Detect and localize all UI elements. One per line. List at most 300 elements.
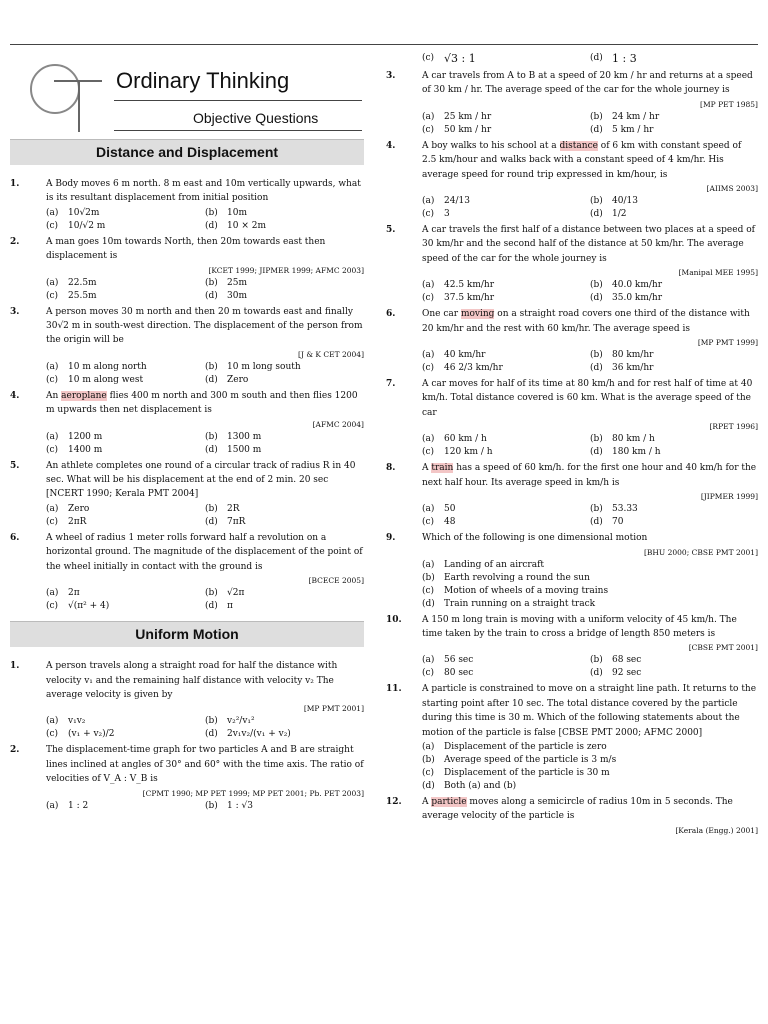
option-label: (a) — [422, 741, 435, 752]
option-b — [422, 754, 758, 767]
option-a — [422, 559, 758, 572]
question-number: 5. — [386, 225, 396, 236]
highlighted-word: moving — [460, 309, 495, 320]
option-label: (b) — [205, 277, 218, 288]
option-text: Displacement of the particle is 30 m — [444, 767, 610, 778]
option-text: 80 km/hr — [612, 350, 654, 361]
option-label: (d) — [205, 601, 218, 612]
question-number: 12. — [386, 796, 402, 807]
option-a — [422, 433, 590, 446]
option-text: 25m — [227, 277, 247, 288]
option-text: 56 sec — [444, 655, 474, 666]
options — [10, 715, 364, 741]
option-a — [422, 195, 590, 208]
option-label: (c) — [46, 220, 59, 231]
question-text: A particle is constrained to move on a straight line path. It returns to the starting point after 10 sec. The total distance covered by the particle during this time is 30 m. Which of the following statements about the motion of the particle is false [CBSE PMT 2000; AFMC 2000] — [422, 684, 757, 738]
highlighted-word: distance — [559, 140, 598, 151]
options — [10, 503, 364, 529]
option-text: 1500 m — [227, 444, 262, 455]
option-text: 60 km / h — [444, 434, 487, 445]
option-c: (c) √3 : 1 — [422, 52, 476, 65]
option-c — [422, 667, 590, 680]
options — [386, 111, 758, 137]
question-number: 4. — [10, 390, 20, 401]
options — [10, 587, 364, 613]
option-a — [46, 277, 205, 290]
option-text: √3 : 1 — [444, 52, 476, 65]
option-label: (d) — [205, 444, 218, 455]
option-label: (b) — [590, 434, 603, 445]
option-c — [46, 220, 205, 233]
question-text: moves along a semicircle of radius 10m in 5 seconds. The average velocity of the particle is — [422, 796, 733, 822]
option-text: Earth revolving a round the sun — [444, 572, 590, 583]
option-label: (a) — [46, 588, 59, 599]
question-text: on a straight road covers one third of the distance with 20 km/hr and the rest with 60 km/hr. The average speed is — [422, 309, 750, 334]
option-a — [46, 715, 205, 728]
option-text: 80 sec — [444, 668, 474, 679]
question-number: 6. — [386, 309, 396, 320]
option-c — [422, 124, 590, 137]
option-label: (a) — [422, 655, 435, 666]
left-column — [10, 40, 364, 815]
option-c — [46, 516, 205, 529]
option-label: (c) — [46, 290, 59, 301]
question-text: Which of the following is one dimensional motion — [422, 533, 648, 544]
option-c — [422, 362, 590, 375]
options — [10, 800, 364, 813]
option-a — [422, 279, 590, 292]
question-6 — [386, 307, 758, 336]
option-label: (a) — [422, 111, 435, 122]
question-source: [BCECE 2005] — [308, 576, 364, 586]
option-b — [590, 279, 758, 292]
question-number: 1. — [10, 179, 20, 189]
option-label: (b) — [205, 716, 218, 727]
option-a — [46, 587, 205, 600]
question-text: A boy walks to his school at a — [422, 140, 560, 151]
option-d — [590, 667, 758, 680]
option-label: (c) — [422, 293, 435, 304]
question-number: 3. — [386, 71, 396, 81]
option-label: (c) — [422, 767, 435, 778]
option-b — [205, 715, 364, 728]
option-d — [590, 292, 758, 305]
question-text: flies 400 m north and 300 m south and then flies 1200 m upwards then net displacement is — [46, 390, 358, 416]
question-source: [MP PMT 2001] — [303, 704, 364, 714]
option-label: (a) — [422, 559, 435, 570]
option-text: 7πR — [227, 516, 246, 527]
option-text: 48 — [444, 517, 456, 528]
option-label: (d) — [205, 516, 218, 527]
question-number: 8. — [386, 463, 396, 474]
logo-rule-2 — [114, 130, 362, 131]
option-text: 1300 m — [227, 431, 262, 442]
question-number: 5. — [10, 460, 20, 471]
option-a — [422, 654, 590, 667]
option-text: 10 × 2m — [227, 220, 266, 231]
option-label: (d) — [590, 293, 603, 304]
question-6 — [10, 531, 364, 574]
options — [386, 503, 758, 529]
option-b — [205, 207, 364, 220]
logo-circle-icon — [30, 64, 80, 114]
options — [10, 431, 364, 457]
option-label: (c) — [46, 516, 59, 527]
option-text: Train running on a straight track — [444, 598, 596, 609]
option-c — [46, 728, 205, 741]
option-label: (c) — [46, 444, 59, 455]
question-text: A — [422, 796, 432, 807]
option-text: v₂²/v₁² — [227, 716, 255, 727]
option-d — [205, 290, 364, 303]
question-number: 10. — [386, 614, 402, 625]
option-label: (c) — [422, 585, 435, 596]
option-b — [590, 433, 758, 446]
question-9 — [386, 531, 758, 545]
question-text: A person travels along a straight road for half the distance with velocity v₁ and the remaining half distance with velocity v₂ The average velocity is given by — [46, 661, 338, 700]
option-label: (d) — [422, 598, 435, 609]
logo-t-stem-icon — [78, 80, 80, 132]
question-number: 6. — [10, 532, 20, 543]
option-d — [590, 362, 758, 375]
option-text: 10√2m — [68, 207, 100, 218]
option-label: (b) — [590, 350, 603, 361]
option-text: 1400 m — [68, 444, 103, 455]
option-label: (b) — [205, 361, 218, 372]
option-text: 25 km / hr — [444, 111, 492, 122]
option-text: Both (a) and (b) — [444, 780, 517, 791]
question-text: One car — [422, 309, 461, 320]
highlighted-word: train — [431, 463, 454, 474]
option-label: (d) — [590, 517, 603, 528]
option-label: (a) — [422, 504, 435, 515]
options — [386, 433, 758, 459]
question-source: [Manipal MEE 1995] — [678, 268, 758, 278]
option-text: 10 m along north — [68, 361, 147, 372]
option-label: (c) — [46, 601, 59, 612]
option-text: 30m — [227, 290, 247, 301]
option-text: v₁v₂ — [68, 716, 86, 727]
option-a — [46, 207, 205, 220]
option-text: 46 2/3 km/hr — [444, 363, 503, 374]
question-source: [AFMC 2004] — [312, 419, 364, 429]
question-text: An athlete completes one round of a circular track of radius R in 40 sec. What will be his displacement at the end of 2 min. 20 sec [NCERT 1990; Kerala PMT 2004] — [46, 460, 356, 500]
option-c — [422, 446, 590, 459]
option-d — [205, 444, 364, 457]
option-label: (a) — [46, 800, 59, 811]
option-label: (a) — [46, 207, 59, 218]
option-text: 50 — [444, 504, 456, 515]
option-text: 42.5 km/hr — [444, 280, 495, 291]
option-b — [422, 572, 758, 585]
option-label: (a) — [46, 361, 59, 372]
option-text: 120 km / h — [444, 447, 493, 458]
question-text: A 150 m long train is moving with a uniform velocity of 45 km/h. The time taken by the train to cross a bridge of length 850 meters is — [422, 614, 737, 639]
option-d — [422, 780, 758, 793]
question-11 — [386, 682, 758, 740]
option-text: 25.5m — [68, 290, 97, 301]
option-b — [205, 587, 364, 600]
question-source: [KCET 1999; JIPMER 1999; AFMC 2003] — [208, 265, 364, 275]
question-3 — [386, 69, 758, 98]
options — [386, 654, 758, 680]
option-a — [422, 503, 590, 516]
section-heading-uniform: Uniform Motion — [10, 621, 364, 647]
question-text: A Body moves 6 m north. 8 m east and 10m vertically upwards, what is its resultant displacement from initial position — [46, 179, 361, 204]
right-questions — [386, 69, 758, 837]
question-source: [CPMT 1990; MP PET 1999; MP PET 2001; Pb. PET 2003] — [142, 788, 364, 798]
question-source: [MP PET 1985] — [700, 99, 758, 109]
option-a — [46, 503, 205, 516]
option-label: (d) — [590, 124, 603, 135]
question-7 — [386, 377, 758, 420]
option-b — [590, 654, 758, 667]
option-b — [205, 361, 364, 374]
question-4 — [386, 139, 758, 182]
option-text: 2R — [227, 503, 240, 514]
option-label: (d) — [590, 363, 603, 374]
question-source: [AIIMS 2003] — [706, 184, 758, 194]
option-text: 80 km / h — [612, 434, 655, 445]
option-text: 37.5 km/hr — [444, 293, 495, 304]
option-text: 40 km/hr — [444, 350, 486, 361]
option-text: 10/√2 m — [68, 220, 106, 231]
option-d: (d) 1 : 3 — [590, 52, 637, 65]
option-text: 50 km / hr — [444, 124, 492, 135]
question-text: A car moves for half of its time at 80 km/h and for rest half of time at 40 km/h. Total distance covered is 60 km. What is the average speed of the car — [422, 379, 753, 418]
option-a — [46, 800, 205, 813]
option-text: 2πR — [68, 516, 87, 527]
option-a — [46, 431, 205, 444]
right-column — [386, 52, 758, 837]
option-text: 36 km/hr — [612, 363, 654, 374]
question-text: A wheel of radius 1 meter rolls forward half a revolution on a horizontal ground. The magnitude of the displacement of the point of the wheel initially in contact with the ground is — [46, 532, 363, 572]
option-text: √2π — [227, 588, 245, 599]
option-b — [205, 800, 364, 813]
options — [386, 559, 758, 611]
highlighted-word: aeroplane — [61, 390, 107, 401]
option-c — [46, 374, 205, 387]
question-text: The displacement-time graph for two particles A and B are straight lines inclined at angles of 30° and 60° with the time axis. The ratio of velocities of V_A : V_B is — [46, 745, 364, 785]
option-label: (c) — [422, 447, 435, 458]
option-text: 24/13 — [444, 196, 470, 207]
question-text: A car travels the first half of a distance between two places at a speed of 30 km/hr and the second half of the distance at 50 km/hr. The average speed of the car for the whole journey is — [422, 225, 755, 264]
option-text: 1 : 3 — [612, 52, 637, 65]
option-text: 1/2 — [612, 209, 627, 220]
option-label: (c) — [46, 374, 59, 385]
option-label: (b) — [205, 800, 218, 811]
option-d — [422, 598, 758, 611]
question-source: [RPET 1996] — [709, 422, 758, 432]
question-text: A car travels from A to B at a speed of 20 km / hr and returns at a speed of 30 km / hr. The average speed of the car for the whole journey is — [422, 71, 753, 96]
option-text: 22.5m — [68, 277, 97, 288]
question-source: [CBSE PMT 2001] — [688, 643, 758, 653]
option-label: (a) — [422, 280, 435, 291]
question-5 — [386, 223, 758, 266]
option-a — [46, 361, 205, 374]
option-text: 24 km / hr — [612, 111, 660, 122]
option-b — [205, 431, 364, 444]
option-label: (b) — [205, 503, 218, 514]
option-text: 92 sec — [612, 668, 642, 679]
option-label: (b) — [590, 111, 603, 122]
question-source: [JIPMER 1999] — [700, 492, 758, 502]
question-1 — [10, 659, 364, 702]
option-text: Landing of an aircraft — [444, 559, 545, 570]
option-c — [422, 585, 758, 598]
option-text: 53.33 — [612, 504, 638, 515]
option-d — [205, 516, 364, 529]
option-label: (d) — [422, 780, 435, 791]
option-d — [590, 124, 758, 137]
option-label: (a) — [46, 503, 59, 514]
option-label: (d) — [590, 209, 603, 220]
option-label: (c) — [46, 729, 59, 740]
option-label: (b) — [205, 431, 218, 442]
option-a — [422, 741, 758, 754]
option-text: (v₁ + v₂)/2 — [68, 729, 115, 740]
options — [386, 741, 758, 793]
options — [386, 349, 758, 375]
question-text: A — [422, 463, 432, 474]
option-text: 70 — [612, 517, 624, 528]
option-label: (c) — [422, 668, 435, 679]
option-label: (d) — [590, 447, 603, 458]
carryover-options — [386, 52, 758, 65]
options — [386, 195, 758, 221]
question-text: A person moves 30 m north and then 20 m towards east and finally 30√2 m in south-west direction. The displacement of the person from the origin will be — [46, 306, 363, 346]
option-text: Zero — [68, 503, 90, 514]
question-source: [J & K CET 2004] — [298, 349, 364, 359]
option-label: (d) — [205, 290, 218, 301]
option-d — [205, 220, 364, 233]
option-text: 180 km / h — [612, 447, 661, 458]
uniform-questions — [10, 659, 364, 812]
option-label: (a) — [422, 350, 435, 361]
option-label: (b) — [590, 504, 603, 515]
option-label: (b) — [590, 655, 603, 666]
question-1 — [10, 177, 364, 206]
option-label: (b) — [590, 196, 603, 207]
question-5 — [10, 459, 364, 502]
option-b — [590, 349, 758, 362]
option-text: π — [227, 601, 233, 612]
question-number: 4. — [386, 140, 396, 151]
question-text: A man goes 10m towards North, then 20m towards east then displacement is — [46, 236, 326, 262]
option-text: √(π² + 4) — [68, 601, 110, 612]
option-b — [590, 111, 758, 124]
options — [10, 277, 364, 303]
option-label: (a) — [422, 196, 435, 207]
logo-title: Ordinary Thinking — [116, 68, 290, 93]
option-c — [46, 600, 205, 613]
option-c — [422, 767, 758, 780]
question-number: 2. — [10, 745, 20, 756]
options — [386, 279, 758, 305]
option-label: (c) — [422, 363, 435, 374]
option-label: (d) — [205, 220, 218, 231]
option-b — [590, 503, 758, 516]
option-d — [205, 600, 364, 613]
question-source: [Kerala (Engg.) 2001] — [675, 825, 758, 835]
option-c — [422, 516, 590, 529]
options — [10, 207, 364, 233]
option-text: 3 — [444, 209, 450, 220]
question-text: An — [46, 390, 62, 401]
option-label: (a) — [46, 431, 59, 442]
option-c — [422, 292, 590, 305]
option-label: (d) — [205, 374, 218, 385]
question-number: 3. — [10, 306, 20, 317]
option-a — [422, 111, 590, 124]
option-c — [46, 444, 205, 457]
question-source: [BHU 2000; CBSE PMT 2001] — [643, 547, 758, 557]
option-label: (c) — [422, 209, 435, 220]
option-d — [590, 446, 758, 459]
option-text: 2π — [68, 588, 80, 599]
question-number: 9. — [386, 533, 396, 544]
option-text: 2v₁v₂/(v₁ + v₂) — [227, 729, 291, 740]
question-12 — [386, 795, 758, 824]
section-heading-distance: Distance and Displacement — [10, 139, 364, 165]
question-10 — [386, 613, 758, 642]
option-label: (b) — [422, 572, 435, 583]
question-text: has a speed of 60 km/h. for the first one hour and 40 km/h for the next half hour. Its average speed in km/h is — [422, 463, 757, 488]
option-a — [422, 349, 590, 362]
option-text: 40.0 km/hr — [612, 280, 663, 291]
option-label: (b) — [205, 588, 218, 599]
option-d — [205, 374, 364, 387]
option-label: (b) — [590, 280, 603, 291]
option-text: 5 km / hr — [612, 124, 654, 135]
option-b — [205, 277, 364, 290]
question-2 — [10, 743, 364, 786]
logo-rule — [114, 100, 362, 101]
options — [10, 361, 364, 387]
question-number: 11. — [386, 684, 402, 695]
option-label: (c) — [422, 124, 435, 135]
option-text: 1 : √3 — [227, 800, 253, 811]
option-label: (d) — [205, 729, 218, 740]
option-text: 68 sec — [612, 655, 642, 666]
option-label: (a) — [422, 434, 435, 445]
option-text: Average speed of the particle is 3 m/s — [444, 754, 617, 765]
option-c — [46, 290, 205, 303]
option-text: 1200 m — [68, 431, 103, 442]
option-text: 10 m long south — [227, 361, 301, 372]
option-label: (a) — [46, 277, 59, 288]
option-d — [590, 208, 758, 221]
logo-subtitle: Objective Questions — [193, 110, 319, 126]
option-text: 1 : 2 — [68, 800, 89, 811]
option-label: (a) — [46, 716, 59, 727]
question-text: of 6 km with constant speed of 2.5 km/hour and walks back with a constant speed of 4 km/hr. His average speed for round trip expressed in km/hour, is — [422, 140, 742, 180]
option-text: Displacement of the particle is zero — [444, 741, 607, 752]
option-c — [422, 208, 590, 221]
question-2 — [10, 235, 364, 264]
option-text: 10 m along west — [68, 374, 144, 385]
question-number: 7. — [386, 379, 396, 390]
question-3 — [10, 305, 364, 348]
option-d — [590, 516, 758, 529]
distance-questions — [10, 177, 364, 613]
question-source: [MP PMT 1999] — [697, 338, 758, 348]
option-text: Motion of wheels of a moving trains — [444, 585, 609, 596]
question-number: 2. — [10, 236, 20, 247]
option-b — [590, 195, 758, 208]
option-label: (b) — [422, 754, 435, 765]
highlighted-word: particle — [431, 796, 467, 807]
